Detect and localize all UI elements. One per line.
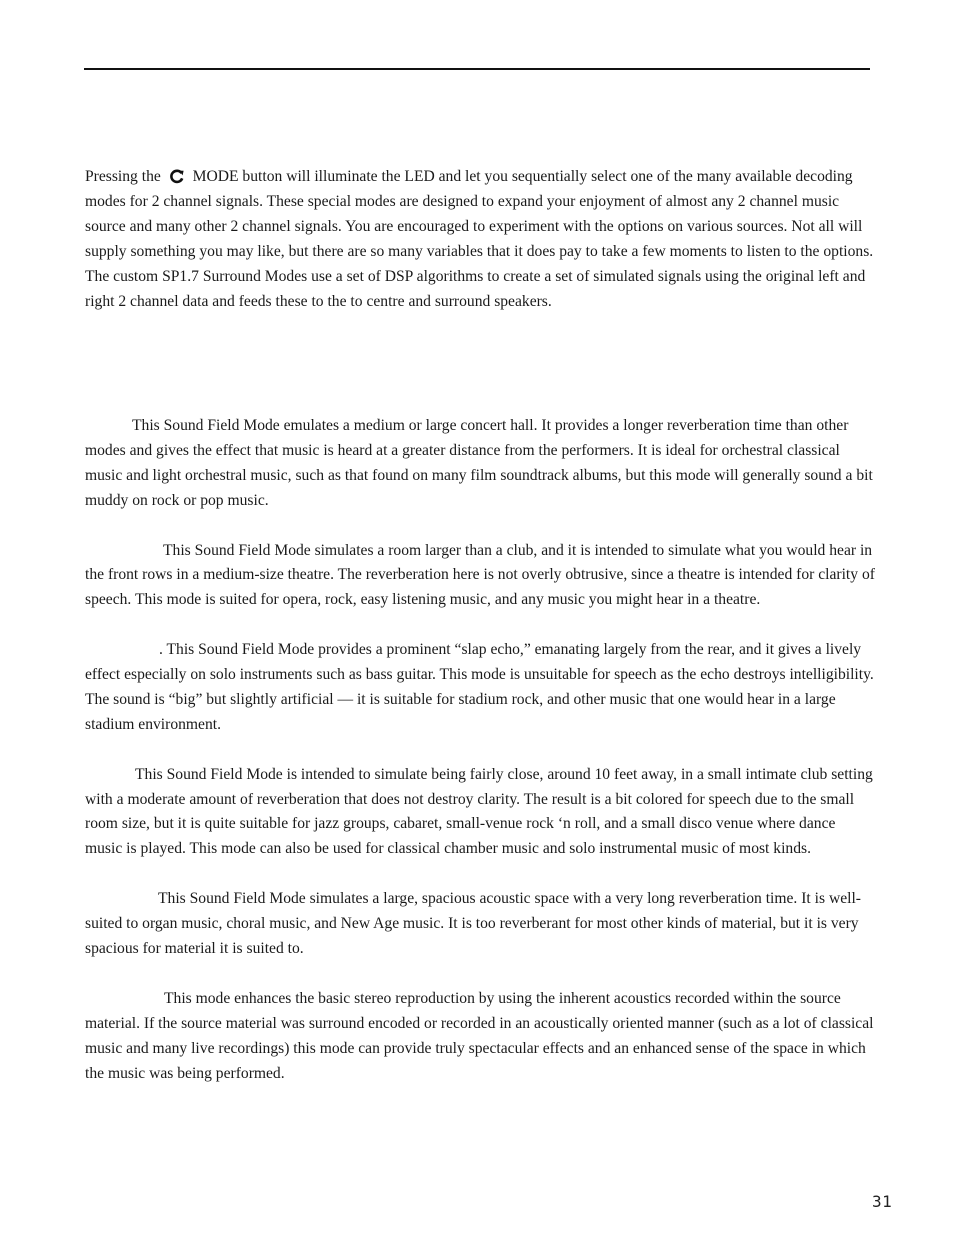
intro-text-end: MODE button will illuminate the LED and let you sequentially select one of the many available decoding modes for 2 channel signals. These special modes are designed to expand your enjoyment of almost any 2 channel music source and many other 2 channel signals. You are encouraged to experiment with the options on various sources. Not all will supply something you may like, but there are so many variables that it does pay to take a few moments to listen to the options. The custom SP1.7 Surround Modes use a set of DSP algorithms to create a set of simulated signals using the original left and right 2 channel data and feeds these to the to centre and surround speakers.	[85, 168, 874, 310]
header-rule	[84, 68, 870, 70]
mode-description-cathedral	[85, 887, 875, 962]
mode-description-text: This mode enhances the basic stereo reproduction by using the inherent acoustics recorded within the source material. If the source material was surround encoded or recorded in an acoustically oriented manner (such as a lot of classical music and many live recordings) this mode can provide truly spectacular effects and an enhanced sense of the space in which the music was being performed.	[85, 989, 874, 1082]
mode-description-text: . This Sound Field Mode provides a prominent “slap echo,” emanating largely from the rear, and it gives a lively effect especially on solo instruments such as bass guitar. This mode is unsuitable for speech as the echo destroys intelligibility. The sound is “big” but slightly artificial — it is suitable for stadium rock, and other music that one would hear in a large stadium environment.	[85, 641, 874, 733]
mode-description-theatre	[85, 539, 875, 614]
page-body	[85, 165, 875, 1086]
mode-description-text: This Sound Field Mode simulates a large, spacious acoustic space with a very long reverberation time. It is well-suited to organ music, choral music, and New Age music. It is too reverberant for most other kinds of material, but it is very spacious for material it is suited to.	[85, 890, 861, 957]
intro-paragraph	[85, 165, 875, 314]
mode-description-stadium	[85, 638, 875, 738]
mode-description-concert-hall	[85, 414, 875, 514]
page-number: 31	[872, 1192, 893, 1211]
mode-description-text: This Sound Field Mode simulates a room larger than a club, and it is intended to simulate what you would hear in the front rows in a medium-size theatre. The reverberation here is not overly obtrusive, since a theatre is intended for clarity of speech. This mode is suited for opera, rock, easy listening music, and any music you might hear in a theatre.	[85, 541, 875, 609]
mode-description-text: This Sound Field Mode emulates a medium or large concert hall. It provides a longer reverberation time than other modes and gives the effect that music is heard at a greater distance from the performers. It is ideal for orchestral classical music and light orchestral music, such as that found on many film soundtrack albums, but this mode will generally sound a bit muddy on rock or pop music.	[85, 417, 873, 509]
mode-cycle-icon	[165, 168, 189, 184]
mode-description-club	[85, 763, 875, 863]
mode-description-enhanced-stereo	[85, 987, 875, 1087]
intro-text-start: Pressing the	[85, 168, 161, 185]
mode-description-text: This Sound Field Mode is intended to simulate being fairly close, around 10 feet away, in a small intimate club setting with a moderate amount of reverberation that does not destroy clarity. The result is a bit colored for speech due to the small room size, but it is quite suitable for jazz groups, cabaret, small-venue rock ‘n roll, and a small disco venue where dance music is played. This mode can also be used for classical chamber music and solo instrumental music of most kinds.	[85, 765, 873, 858]
